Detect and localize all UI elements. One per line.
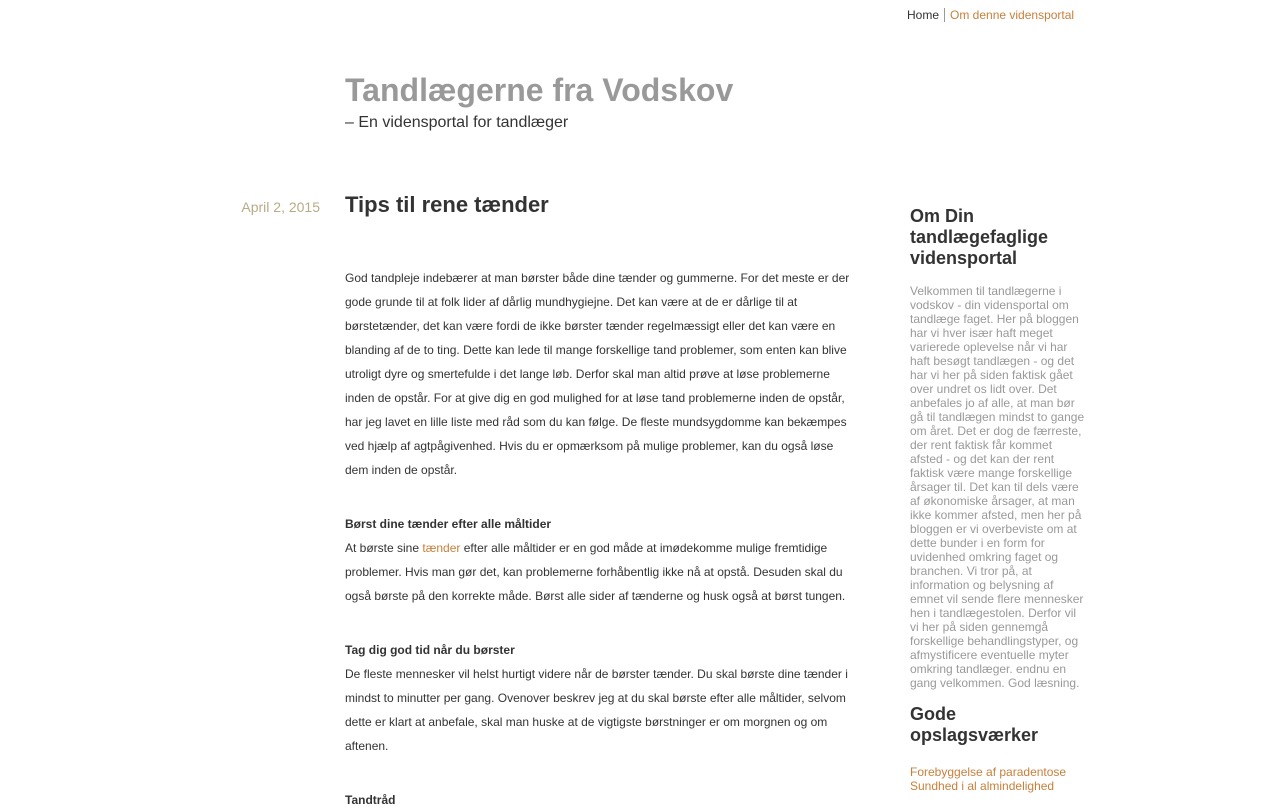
reference-link-health[interactable]: Sundhed i al almindelighed bbox=[910, 779, 1055, 793]
teeth-link[interactable]: tænder bbox=[422, 541, 461, 555]
top-navigation bbox=[907, 8, 1074, 22]
nav-about-link[interactable]: Om denne vidensportal bbox=[950, 8, 1075, 22]
section-text-take-time: De fleste mennesker vil helst hurtigt videre når de børster tænder. Du skal børste dine tænder i mindst to minutter per gang. Ovenover beskrev jeg at du skal børste efter alle måltider, selvom dette er klart at anbefale, skal man huske at de vigtigste børstninger er om morgnen og om aftenen. bbox=[345, 667, 848, 753]
post-date: April 2, 2015 bbox=[241, 199, 320, 215]
list-item bbox=[910, 779, 1086, 793]
section-heading-take-time: Tag dig god tid når du børster bbox=[345, 643, 515, 657]
sidebar-about-title: Om Din tandlægefaglige vidensportal bbox=[910, 206, 1049, 268]
reference-link-paradentose[interactable]: Forebyggelse af paradentose bbox=[910, 765, 1067, 779]
post-body bbox=[345, 266, 855, 812]
references-list bbox=[910, 765, 1086, 793]
sidebar bbox=[910, 206, 1086, 793]
section-text-part: At børste sine bbox=[345, 541, 423, 555]
sidebar-about-text: Velkommen til tandlægerne i vodskov - din vidensportal om tandlæge faget. Her på bloggen har vi hver især haft meget varierede oplevelse når vi har haft besøgt tandlægen - og det har vi her på siden faktisk gået over undret os lidt over. Det anbefales jo af alle, at man bør gå til tandlægen mindst to gange om året. Det er dog de færreste, der rent faktisk får kommet afsted - og det kan der rent faktisk være mange forskellige årsager til. Det kan til dels være af økonomiske årsager, at man ikke kommer afsted, men her på bloggen er vi overbeviste om at dette bunder i en form for uvidenhed omkring faget og branchen. Vi tror på, at information og belysning af emnet vil sende flere mennesker hen i tandlægestolen. Derfor vil vi her på siden gennemgå forskellige behandlingstyper, og afmystificere eventuelle myter omkring tandlæger. endnu en gang velkommen. God læsning. bbox=[910, 284, 1085, 690]
section-heading-floss: Tandtråd bbox=[345, 793, 396, 807]
site-title[interactable]: Tandlægerne fra Vodskov bbox=[345, 72, 734, 108]
site-tagline: – En vidensportal for tandlæger bbox=[345, 114, 569, 131]
sidebar-references-title: Gode opslagsværker bbox=[910, 704, 1039, 745]
section-text-part: efter alle måltider er en god måde at imødekomme mulige fremtidige problemer. Hvis man gør det, kan problemerne forhåbentlig ikke nå at opstå. Desuden skal du også børste på den korrekte måde. Børst alle sider af tænderne og husk også at børst tungen. bbox=[345, 541, 846, 603]
list-item bbox=[910, 765, 1086, 779]
nav-home-link[interactable]: Home bbox=[907, 8, 945, 22]
post-intro: God tandpleje indebærer at man børster både dine tænder og gummerne. For det meste er der gode grunde til at folk lider af dårlig mundhygiejne. Det kan være at de er dårlige til at børstetænder, det kan være fordi de ikke børster tænder regelmæssigt eller det kan være en blanding af de to ting. Dette kan lede til mange forskellige tand problemer, som enten kan blive utroligt dyre og smertefulde i det lange løb. Derfor skal man altid prøve at løse problemerne inden de opstår. For at give dig en god mulighed for at løse tand problemerne inden de opstår, har jeg lavet en lille liste med råd som du kan følge. De fleste mundsygdomme kan bekæmpes ved hjælp af agtpågivenhed. Hvis du er opmærksom på mulige problemer, kan du også løse dem inden de opstår. bbox=[345, 271, 850, 477]
post-title[interactable]: Tips til rene tænder bbox=[345, 192, 549, 217]
section-text-brush-after-meals bbox=[345, 536, 855, 608]
section-heading-brush-after-meals: Børst dine tænder efter alle måltider bbox=[345, 517, 552, 531]
